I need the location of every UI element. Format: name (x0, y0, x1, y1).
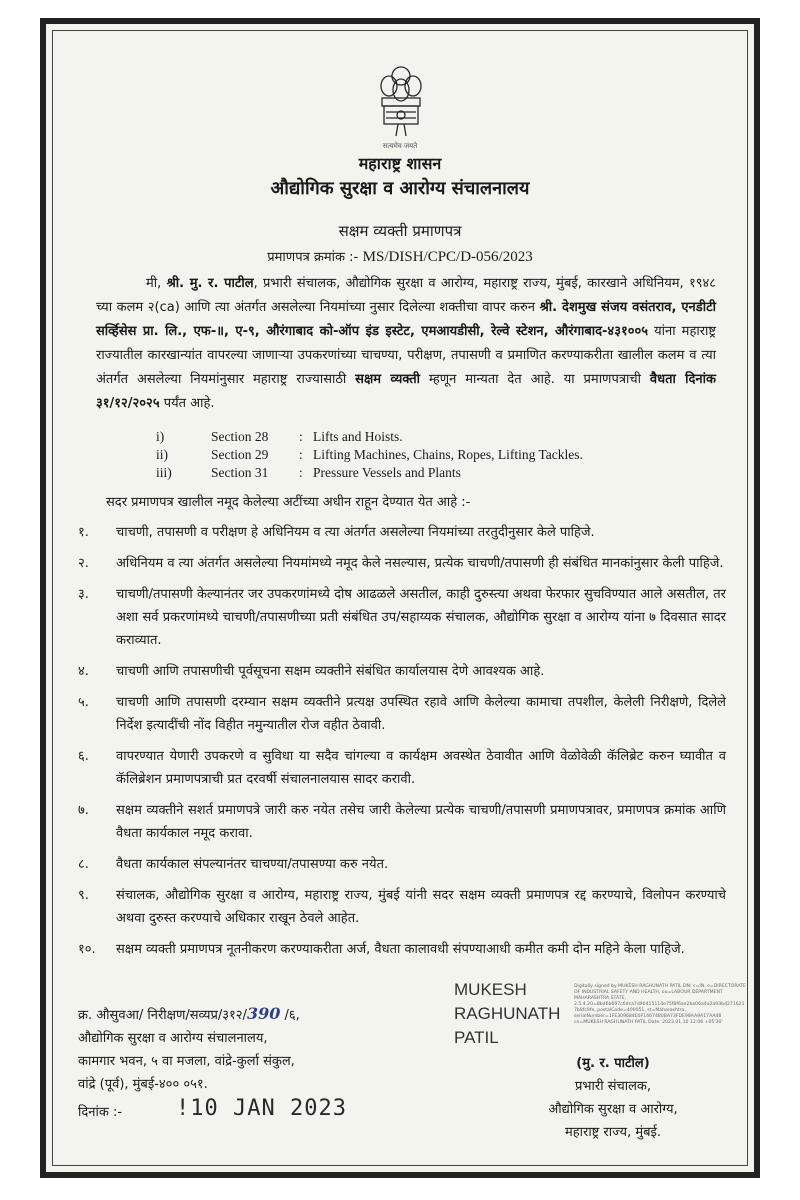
digital-signature-name (454, 978, 560, 1050)
condition-item (78, 938, 726, 961)
section-desc: Lifting Machines, Chains, Ropes, Lifting Tackles. (313, 447, 583, 462)
condition-text: सक्षम व्यक्ती प्रमाणपत्र नूतनीकरण करण्याकरीता अर्ज, वैधता कालावधी संपण्याआधी कमीत कमी दोन महिने केला पाहिजे. (116, 942, 685, 957)
signature-name-line: PATIL (454, 1028, 499, 1047)
intro-text: म्हणून मान्यता देत आहे. या प्रमाणपत्राची (420, 372, 650, 387)
section-label: Section 28 (211, 429, 269, 444)
condition-text: वैधता कार्यकाल संपल्यानंतर चाचण्या/तपासण्या करु नयेत. (116, 857, 389, 872)
reference-handwritten: 390 (246, 1004, 281, 1023)
section-item (156, 428, 583, 446)
condition-number: ७. (78, 803, 89, 818)
emblem-motto: सत्यमेव जयते (382, 142, 418, 150)
section-roman: iii) (156, 465, 172, 480)
intro-text: , प्रभारी संचालक, औद्योगिक सुरक्षा व आरोग्य, महाराष्ट्र राज्य, मुंबई, कारखाने अधिनियम, १९४८ च्या कलम २(ca) आणि त्या अंतर्गत असलेल्या नियमांच्या नुसार दिलेल्या शक्तीचा वापर करुन (96, 276, 717, 315)
date-stamp: !10 JAN 2023 (176, 1096, 347, 1121)
condition-number: ८. (78, 857, 89, 872)
validity-date: वैधता दिनांक ३१/१२/२०२५ (96, 372, 716, 411)
condition-text: वापरण्यात येणारी उपकरणे व सुविधा या सदैव चांगल्या व कार्यक्षम अवस्थेत ठेवावीत आणि वेळोवेळी कॅलिब्रेट करुन घ्यावीत व कॅलिब्रेशन प्रमाणपत्राची प्रत दरवर्षी संचालनालयास सादर करावी. (116, 749, 726, 787)
condition-item (78, 691, 726, 737)
certificate-number-value: MS/DISH/CPC/D-056/2023 (362, 249, 533, 265)
condition-text: चाचणी, तपासणी व परीक्षण हे अधिनियम व त्या अंतर्गत असलेल्या नियमांच्या तरतुदीनुसार केले पाहिजे. (116, 525, 595, 540)
signatory-name: (मु. र. पाटील) (576, 1056, 650, 1071)
directorate-name: औद्योगिक सुरक्षा व आरोग्य संचालनालय (270, 178, 530, 199)
condition-number: १०. (78, 942, 96, 957)
section-colon: : (299, 447, 303, 462)
condition-item (78, 660, 726, 683)
certificate-title: सक्षम व्यक्ती प्रमाणपत्र (338, 222, 462, 240)
reference-prefix: क्र. औसुवआ/ निरीक्षण/सव्यप्र/३१२/ (78, 1008, 247, 1023)
condition-item (78, 583, 726, 652)
certificate-page (40, 18, 760, 1178)
signatory-designation: प्रभारी संचालक, (574, 1079, 652, 1094)
condition-item (78, 552, 726, 575)
intro-text: पर्यंत आहे. (159, 396, 215, 411)
signature-name-line: RAGHUNATH (454, 1004, 561, 1023)
signatory-designation: औद्योगिक सुरक्षा व आरोग्य, (548, 1102, 678, 1117)
intro-paragraph (96, 272, 716, 416)
sections-list (156, 428, 583, 482)
section-colon: : (299, 465, 303, 480)
reference-number (78, 1002, 300, 1027)
intro-text: यांना महाराष्ट्र राज्यातील कारखान्यांत वापरल्या जाणाऱ्या उपकरणांच्या चाचण्या, परीक्षण, तपासणी व प्रमाणित करण्याकरीता खालील कलम व त्या अंतर्गत असलेल्या नियमांनुसार महाराष्ट्र राज्यासाठी (96, 324, 716, 387)
government-name: महाराष्ट्र शासन (358, 154, 442, 173)
condition-number: ६. (78, 749, 89, 764)
office-line: कामगार भवन, ५ वा मजला, वांद्रे-कुर्ला संकुल, (78, 1054, 295, 1069)
section-roman: i) (156, 429, 165, 444)
section-roman: ii) (156, 447, 168, 462)
condition-text: अधिनियम व त्या अंतर्गत असलेल्या नियमांमध्ये नमूद केले नसल्यास, प्रत्येक चाचणी/तपासणी ही संबंधित मानकांनुसार केली पाहिजे. (116, 556, 724, 571)
condition-text: सक्षम व्यक्तीने सशर्त प्रमाणपत्रे जारी करु नयेत तसेच जारी केलेल्या प्रत्येक चाचणी/तपासणी प्रमाणपत्रावर, प्रमाणपत्र क्रमांक आणि वैधता कार्यकाल नमूद करावा. (116, 803, 726, 841)
section-item (156, 446, 583, 464)
condition-number: १. (78, 525, 89, 540)
state-emblem-icon (376, 64, 426, 144)
signature-name-line: MUKESH (454, 980, 527, 999)
office-address-block (78, 1002, 300, 1096)
conditions-intro: सदर प्रमाणपत्र खालील नमूद केलेल्या अटींच्या अधीन राहून देण्यात येत आहे :- (106, 495, 471, 510)
digital-signature-details: Digitally signed by MUKESH RAGHUNATH PATIL DN: c=IN, o=DIRECTORATE OF INDUSTRIAL SAFETY AND HEALTH, ou=LABOUR DEPARTMENT MAHARASHTRA STATE, 2.5.4.20=8bd6b697c6dca7d90415114e75f8f6ae2ba06a4a2a93bd2716217b8fc9fe, postalCode=400051, st=Maharashtra, serialNumber=1FE309684E0F1467480BA73FDE98AA9A17AA48 cn=MUKESH RAGHUNATH PATIL Date: 2023.01.10 12:06 +05'30' (574, 984, 746, 1025)
officer-name: श्री. मु. र. पाटील (166, 276, 254, 291)
section-label: Section 29 (211, 447, 269, 462)
certificate-number (46, 247, 754, 266)
condition-text: संचालक, औद्योगिक सुरक्षा व आरोग्य, महाराष्ट्र राज्य, मुंबई यांनी सदर सक्षम व्यक्ती प्रमाणपत्र रद्द करण्याचे, विलोपन करण्याचे अथवा दुरुस्त करण्याचे अधिकार राखून ठेवले आहेत. (116, 888, 726, 926)
certificate-number-label: प्रमाणपत्र क्रमांक :- (267, 250, 359, 265)
condition-number: ५. (78, 695, 89, 710)
condition-item (78, 853, 726, 876)
holder-name-address: श्री. देशमुख संजय वसंतराव, एनडीटी सर्व्हिसेस प्रा. लि., एफ-॥, ए-९, औरंगाबाद को-ऑप इंड इस्टेट, एमआयडीसी, रेल्वे स्टेशन, औरंगाबाद-४३१००५ (96, 300, 716, 339)
condition-number: ९. (78, 888, 89, 903)
condition-number: ४. (78, 664, 89, 679)
intro-text: मी, (146, 276, 167, 291)
condition-item (78, 799, 726, 845)
conditions-list (78, 521, 726, 969)
condition-item (78, 745, 726, 791)
role-name: सक्षम व्यक्ती (355, 372, 421, 387)
section-desc: Lifts and Hoists. (313, 429, 403, 444)
date-label: दिनांक :- (78, 1105, 123, 1120)
condition-number: ३. (78, 587, 89, 602)
signatory-block (508, 1052, 718, 1144)
section-item (156, 464, 583, 482)
condition-item (78, 521, 726, 544)
condition-text: चाचणी आणि तपासणीची पूर्वसूचना सक्षम व्यक्तीने संबंधित कार्यालयास देणे आवश्यक आहे. (116, 664, 545, 679)
section-colon: : (299, 429, 303, 444)
condition-text: चाचणी आणि तपासणी दरम्यान सक्षम व्यक्तीने प्रत्यक्ष उपस्थित रहावे आणि केलेल्या कामाचा तपशील, केलेली निरीक्षणे, दिलेले निर्देश इत्यादींची नोंद विहीत नमुन्यातील रोज वहीत ठेवावी. (116, 695, 726, 733)
condition-text: चाचणी/तपासणी केल्यानंतर जर उपकरणांमध्ये दोष आढळले असतील, काही दुरुस्त्या अथवा फेरफार सुचविण्यात आले असतील, तर अशा सर्व प्रकरणांमध्ये चाचणी/तपासणीच्या प्रती संबंधित उप/सहाय्यक संचालक, औद्योगिक सुरक्षा व आरोग्य यांना ७ दिवसात सादर कराव्यात. (116, 587, 726, 648)
signatory-designation: महाराष्ट्र राज्य, मुंबई. (564, 1125, 662, 1140)
condition-item (78, 884, 726, 930)
office-line: वांद्रे (पूर्व), मुंबई-४०० ०५१. (78, 1077, 208, 1092)
section-desc: Pressure Vessels and Plants (313, 465, 461, 480)
section-label: Section 31 (211, 465, 269, 480)
condition-number: २. (78, 556, 89, 571)
reference-suffix: /६, (280, 1008, 300, 1023)
office-line: औद्योगिक सुरक्षा व आरोग्य संचालनालय, (78, 1031, 268, 1046)
